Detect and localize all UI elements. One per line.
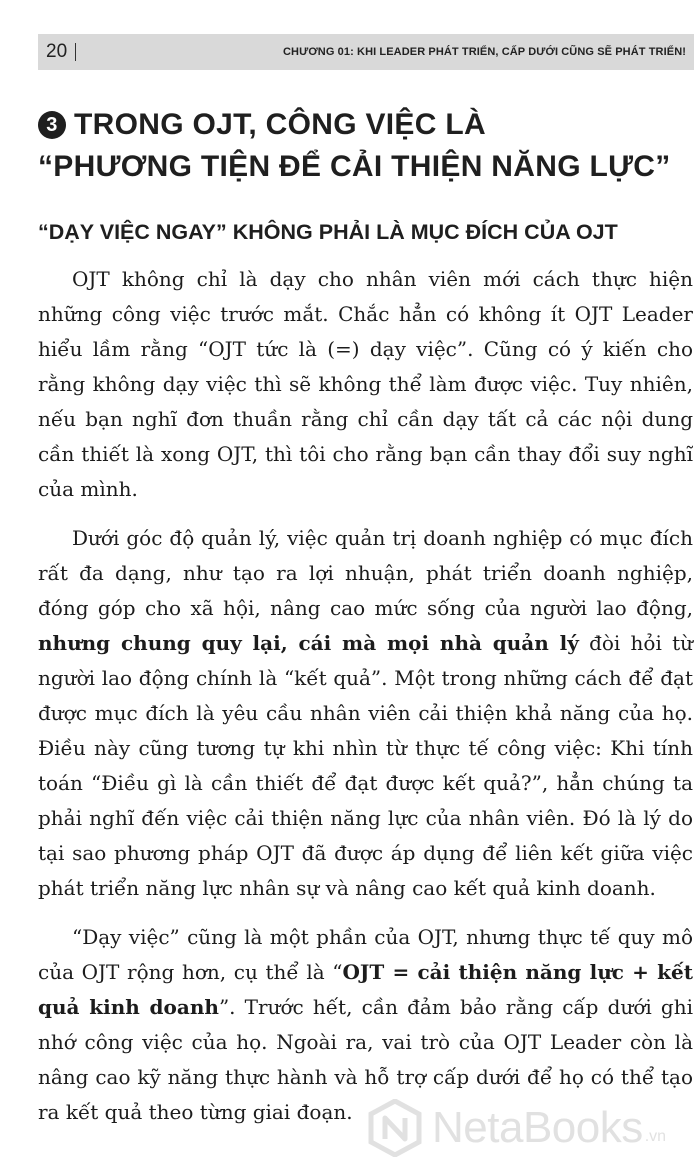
paragraph-2-bold: nhưng chung quy lại, cái mà mọi nhà quản lý xyxy=(38,631,579,655)
paragraph-2-text-b: đòi hỏi từ người lao động chính là “kết quả”. Một trong những cách để đạt được mục đích là yêu cầu nhân viên cải thiện khả năng của họ. Điều này cũng tương tự khi nhìn từ thực tế công việc: Khi tính toán “Điều gì là cần thiết để đạt được kết quả?”, hẳn chúng ta phải nghĩ đến việc cải thiện năng lực của nhân viên. Đó là lý do tại sao phương pháp OJT đã được áp dụng để liên kết giữa việc phát triển năng lực nhân sự và nâng cao kết quả kinh doanh. xyxy=(38,631,693,900)
section-title-line2: “PHƯƠNG TIỆN ĐỂ CẢI THIỆN NĂNG LỰC” xyxy=(38,150,671,183)
paragraph-1: OJT không chỉ là dạy cho nhân viên mới cách thực hiện những công việc trước mắt. Chắc hẳn có không ít OJT Leader hiểu lầm rằng “OJT tức là (=) dạy việc”. Cũng có ý kiến cho rằng không dạy việc thì sẽ không thể làm được việc. Tuy nhiên, nếu bạn nghĩ đơn thuần rằng chỉ cần dạy tất cả các nội dung cần thiết là xong OJT, thì tôi cho rằng bạn cần thay đổi suy nghĩ của mình. xyxy=(38,267,693,501)
section-number-badge: 3 xyxy=(38,111,66,139)
netabooks-watermark xyxy=(368,1098,666,1158)
chapter-title: CHƯƠNG 01: KHI LEADER PHÁT TRIỂN, CẤP DƯỚI CŨNG SẼ PHÁT TRIỂN! xyxy=(283,46,686,58)
watermark-brand: NetaBooks xyxy=(432,1103,643,1152)
section-heading xyxy=(38,104,688,188)
page-number: 20 xyxy=(38,43,76,61)
watermark-suffix: .vn xyxy=(644,1128,667,1145)
body-text xyxy=(38,262,693,1144)
paragraph-3-bold: OJT = cải thiện năng lực + kết quả kinh doanh xyxy=(38,960,694,1019)
paragraph-3-text-b: ”. Trước hết, cần đảm bảo rằng cấp dưới ghi nhớ công việc của họ. Ngoài ra, vai trò của OJT Leader còn là nâng cao kỹ năng thực hành và hỗ trợ cấp dưới để họ có thể tạo ra kết quả theo từng giai đoạn. xyxy=(38,995,694,1124)
netabooks-logo-icon xyxy=(368,1099,422,1157)
paragraph-3-text-a: “Dạy việc” cũng là một phần của OJT, nhưng thực tế quy mô của OJT rộng hơn, cụ thể là “ xyxy=(38,925,693,984)
running-header xyxy=(38,34,694,70)
subheading: “DẠY VIỆC NGAY” KHÔNG PHẢI LÀ MỤC ĐÍCH CỦA OJT xyxy=(38,220,618,244)
paragraph-2 xyxy=(38,521,693,906)
paragraph-2-text-a: Dưới góc độ quản lý, việc quản trị doanh nghiệp có mục đích rất đa dạng, như tạo ra lợi nhuận, phát triển doanh nghiệp, đóng góp cho xã hội, nâng cao mức sống của người lao động, xyxy=(38,526,693,620)
section-title-line1: TRONG OJT, CÔNG VIỆC LÀ xyxy=(74,108,486,141)
